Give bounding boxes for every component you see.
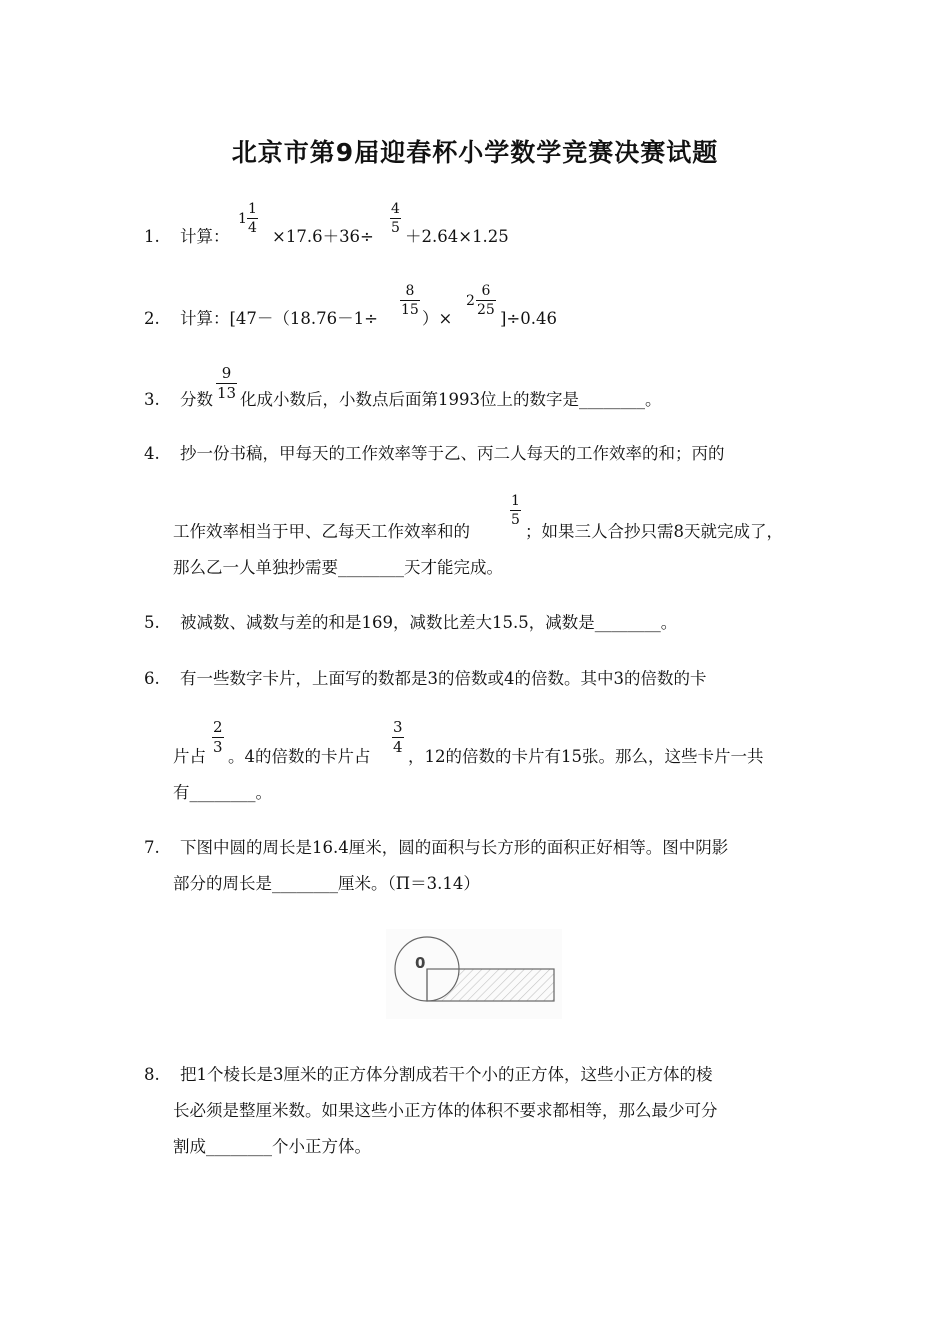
expression-text: ]÷0.46 (500, 309, 558, 328)
fraction (390, 202, 401, 235)
question-text: 有________。 (173, 783, 272, 802)
question-text: ，12的倍数的卡片有15张。那么，这些卡片一共 (408, 747, 764, 766)
denominator: 15 (401, 302, 419, 318)
question-text: ；如果三人合抄只需8天就完成了， (525, 522, 783, 541)
expression-text: ×17.6＋36÷ (272, 227, 374, 246)
question-text: 割成________个小正方体。 (173, 1137, 371, 1156)
page-title: 北京市第9届迎春杯小学数学竞赛决赛试题 (231, 138, 719, 167)
numerator: 3 (393, 718, 403, 736)
numerator: 2 (213, 718, 223, 736)
fraction (392, 720, 404, 755)
center-label: 0 (415, 954, 426, 972)
question-text: 片占 (173, 747, 206, 766)
expression-text: ）× (422, 309, 453, 328)
fraction (247, 202, 258, 235)
fraction (212, 720, 224, 755)
fraction (216, 366, 237, 401)
denominator: 5 (391, 220, 400, 236)
numerator: 6 (481, 283, 491, 299)
denominator: 25 (477, 302, 495, 318)
question-number: 2. (144, 309, 160, 328)
expression-text: ＋2.64×1.25 (405, 227, 509, 246)
mixed-whole: 1 (238, 211, 247, 227)
question-number: 4. (144, 444, 160, 463)
question-number: 6. (144, 669, 160, 688)
numerator: 1 (248, 201, 257, 217)
denominator: 4 (393, 738, 403, 756)
question-text: 那么乙一人单独抄需要________天才能完成。 (173, 558, 503, 577)
question-text: 工作效率相当于甲、乙每天工作效率和的 (173, 522, 470, 541)
question-number: 5. (144, 613, 160, 632)
question-text: 。4的倍数的卡片占 (228, 747, 371, 766)
fraction (400, 284, 420, 317)
numerator: 4 (391, 201, 400, 217)
numerator: 8 (405, 283, 415, 299)
question-text: 部分的周长是________厘米。（Π＝3.14） (173, 874, 480, 893)
question-number: 1. (144, 227, 160, 246)
circle-rectangle-figure (386, 929, 562, 1019)
question-text: 被减数、减数与差的和是169，减数比差大15.5，减数是________。 (180, 613, 678, 632)
question-number: 8. (144, 1065, 160, 1084)
figure-drawing (386, 929, 562, 1019)
denominator: 5 (511, 512, 520, 528)
question-number: 3. (144, 390, 160, 409)
question-text: 下图中圆的周长是16.4厘米，圆的面积与长方形的面积正好相等。图中阴影 (180, 838, 729, 857)
question-text: 把1个棱长是3厘米的正方体分割成若干个小的正方体，这些小正方体的棱 (180, 1065, 713, 1084)
denominator: 4 (248, 220, 257, 236)
fraction (510, 494, 521, 527)
denominator: 13 (217, 384, 237, 402)
question-text: 分数 (180, 390, 213, 409)
question-number: 7. (144, 838, 160, 857)
expression-text: 计算：[47－（18.76－1÷ (180, 309, 378, 328)
question-text: 抄一份书稿，甲每天的工作效率等于乙、丙二人每天的工作效率的和；丙的 (180, 444, 725, 463)
question-text: 长必须是整厘米数。如果这些小正方体的体积不要求都相等，那么最少可分 (173, 1101, 718, 1120)
question-text: 有一些数字卡片，上面写的数都是3的倍数或4的倍数。其中3的倍数的卡 (180, 669, 707, 688)
numerator: 1 (511, 493, 520, 509)
numerator: 9 (221, 364, 232, 382)
fraction (476, 284, 496, 317)
question-label: 计算： (180, 227, 230, 246)
shaded-region (427, 969, 554, 1001)
question-text: 化成小数后，小数点后面第1993位上的数字是________。 (240, 390, 662, 409)
mixed-whole: 2 (466, 293, 475, 309)
denominator: 3 (213, 738, 223, 756)
